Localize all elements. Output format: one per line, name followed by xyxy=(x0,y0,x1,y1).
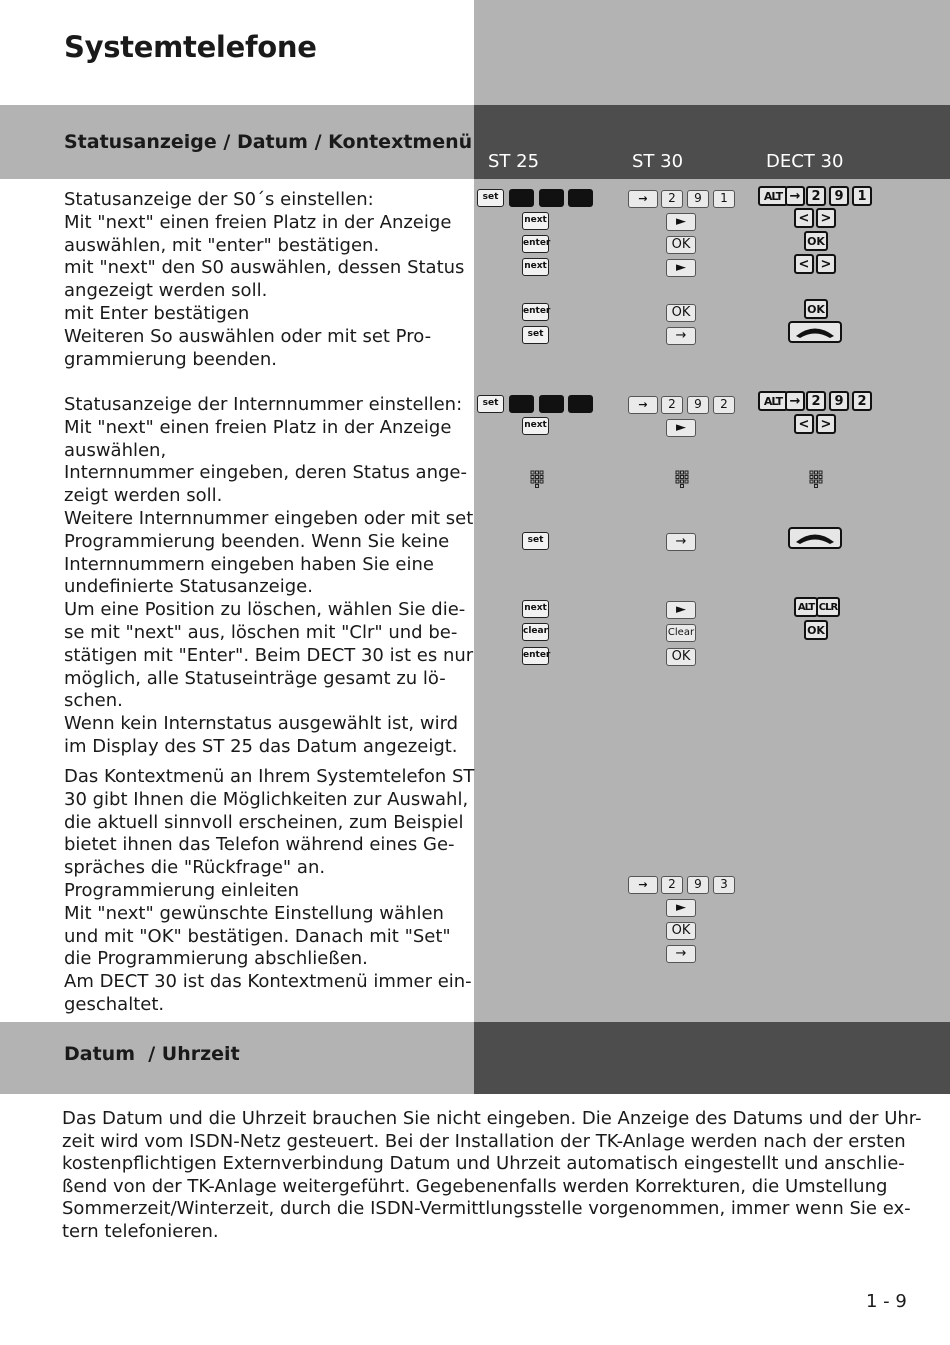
arrow-key: → xyxy=(785,186,805,206)
play-key: ► xyxy=(666,899,696,917)
text-line: Sommerzeit/Winterzeit, durch die ISDN-Vermittlungsstelle vorgenommen, immer wenn Sie ex- xyxy=(62,1198,911,1220)
text-line: Statusanzeige der S0´s einstellen: xyxy=(64,189,374,210)
column-st30: ST 30 xyxy=(632,151,684,172)
digit-key: 2 xyxy=(661,876,683,894)
handset-icon xyxy=(788,321,842,343)
set-key: set xyxy=(522,532,549,550)
text-line: Internnummer eingeben, deren Status ange- xyxy=(64,462,467,484)
text-line: Das Kontextmenü an Ihrem Systemtelefon ST xyxy=(64,766,475,787)
arrow-key: → xyxy=(666,533,696,551)
digit-key: 1 xyxy=(713,190,735,208)
text-line: Programmierung einleiten xyxy=(64,879,300,901)
text-line: Weiteren So auswählen oder mit set Pro- xyxy=(64,325,432,347)
left-key: < xyxy=(794,254,814,274)
enter-key: enter xyxy=(522,647,549,665)
arrow-key: → xyxy=(666,327,696,345)
page-number: 1 - 9 xyxy=(866,1291,907,1312)
digit-key: 2 xyxy=(806,391,826,411)
text-line: Programmierung beenden. Wenn Sie keine xyxy=(64,530,450,552)
text-line: auswählen, xyxy=(64,439,167,461)
text-line: Mit "next" einen freien Platz in der Anzeige xyxy=(64,416,452,438)
text-line: die aktuell sinnvoll erscheinen, zum Beispiel xyxy=(64,811,464,833)
text-line: zeit wird vom ISDN-Netz gesteuert. Bei der Installation der TK-Anlage werden nach der ersten xyxy=(62,1130,906,1152)
enter-key: enter xyxy=(522,303,549,321)
clear-key: clear xyxy=(522,623,549,641)
keypad-icon xyxy=(675,470,689,488)
digit-key: 9 xyxy=(687,876,709,894)
text-line: se mit "next" aus, löschen mit "Clr" und be- xyxy=(64,621,458,643)
section-heading: Datum / Uhrzeit xyxy=(64,1043,240,1065)
text-line: undefinierte Statusanzeige. xyxy=(64,576,313,598)
handset-icon xyxy=(788,527,842,549)
text-line: Am DECT 30 ist das Kontextmenü immer ein- xyxy=(64,971,472,993)
column-dect30: DECT 30 xyxy=(766,151,844,172)
text-line: mit "next" den S0 auswählen, dessen Status xyxy=(64,257,465,279)
text-line: ßend von der TK-Anlage weitergeführt. Gegebenenfalls werden Korrekturen, die Umstellung xyxy=(62,1175,888,1197)
arrow-key: → xyxy=(628,396,658,414)
text-line: geschaltet. xyxy=(64,993,165,1015)
digit-key: 1 xyxy=(852,186,872,206)
section-side-band xyxy=(474,1022,950,1094)
text-line: Um eine Position zu löschen, wählen Sie die- xyxy=(64,599,466,621)
digit-key: 3 xyxy=(713,876,735,894)
digit-key: 9 xyxy=(687,190,709,208)
play-key: ► xyxy=(666,419,696,437)
enter-key: enter xyxy=(522,235,549,253)
arrow-key: → xyxy=(628,876,658,894)
text-line: die Programmierung abschließen. xyxy=(64,948,368,970)
text-line: angezeigt werden soll. xyxy=(64,280,268,302)
ok-key: OK xyxy=(804,231,828,251)
right-key: > xyxy=(816,208,836,228)
play-key: ► xyxy=(666,259,696,277)
play-key: ► xyxy=(666,601,696,619)
text-line: Internnummern eingeben haben Sie eine xyxy=(64,553,434,575)
digit-key: 9 xyxy=(829,186,849,206)
black-key xyxy=(539,395,564,413)
alt-key: ALT xyxy=(758,186,788,206)
text-line: Statusanzeige der Internnummer einstellen: xyxy=(64,394,463,415)
keypad-icon xyxy=(809,470,823,488)
play-key: ► xyxy=(666,213,696,231)
text-line: mit Enter bestätigen xyxy=(64,302,250,324)
column-header-band xyxy=(474,105,950,179)
black-key xyxy=(509,189,534,207)
ok-key: OK xyxy=(666,304,696,322)
ok-key: OK xyxy=(666,922,696,940)
digit-key: 2 xyxy=(713,396,735,414)
clear-key: Clear xyxy=(666,624,696,642)
set-key: set xyxy=(522,326,549,344)
text-line: schen. xyxy=(64,690,123,712)
alt-key: ALT xyxy=(794,597,818,617)
column-st25: ST 25 xyxy=(488,151,540,172)
text-line: kostenpflichtigen Externverbindung Datum und Uhrzeit automatisch eingestellt und anschlie- xyxy=(62,1153,905,1175)
ok-key: OK xyxy=(804,620,828,640)
digit-key: 9 xyxy=(829,391,849,411)
ok-key: OK xyxy=(666,648,696,666)
date-time-paragraph xyxy=(62,1108,922,1244)
ok-key: OK xyxy=(804,299,828,319)
page-title: Systemtelefone xyxy=(64,30,317,64)
left-key: < xyxy=(794,208,814,228)
next-key: next xyxy=(522,600,549,618)
text-line: bietet ihnen das Telefon während eines Ge- xyxy=(64,834,455,856)
arrow-key: → xyxy=(628,190,658,208)
right-key: > xyxy=(816,414,836,434)
arrow-key: → xyxy=(666,945,696,963)
text-line: im Display des ST 25 das Datum angezeigt. xyxy=(64,735,458,757)
set-key: set xyxy=(477,189,504,207)
text-line: grammierung beenden. xyxy=(64,348,277,370)
right-key: > xyxy=(816,254,836,274)
text-line: und mit "OK" bestätigen. Danach mit "Set" xyxy=(64,925,451,947)
text-line: zeigt werden soll. xyxy=(64,485,223,507)
set-key: set xyxy=(477,395,504,413)
digit-key: 2 xyxy=(852,391,872,411)
text-line: stätigen mit "Enter". Beim DECT 30 ist es nur xyxy=(64,644,474,666)
black-key xyxy=(539,189,564,207)
text-line: 30 gibt Ihnen die Möglichkeiten zur Auswahl, xyxy=(64,788,469,810)
instruction-block-context xyxy=(64,766,474,1017)
black-key xyxy=(568,189,593,207)
digit-key: 2 xyxy=(661,396,683,414)
black-key xyxy=(568,395,593,413)
next-key: next xyxy=(522,417,549,435)
alt-key: ALT xyxy=(758,391,788,411)
text-line: Mit "next" einen freien Platz in der Anzeige xyxy=(64,211,452,233)
instruction-block-s0 xyxy=(64,189,464,371)
digit-key: 2 xyxy=(806,186,826,206)
text-line: Weitere Internnummer eingeben oder mit set xyxy=(64,507,474,529)
text-line: Mit "next" gewünschte Einstellung wählen xyxy=(64,902,444,924)
digit-key: 2 xyxy=(661,190,683,208)
clr-key: CLR xyxy=(816,597,840,617)
text-line: tern telefonieren. xyxy=(62,1220,219,1242)
instruction-block-intern xyxy=(64,394,473,759)
section-heading: Statusanzeige / Datum / Kontextmenü xyxy=(64,131,473,153)
ok-key: OK xyxy=(666,236,696,254)
left-key: < xyxy=(794,414,814,434)
arrow-key: → xyxy=(785,391,805,411)
digit-key: 9 xyxy=(687,396,709,414)
next-key: next xyxy=(522,258,549,276)
text-line: Das Datum und die Uhrzeit brauchen Sie nicht eingeben. Die Anzeige des Datums und der Uhr- xyxy=(62,1108,922,1129)
text-line: möglich, alle Statuseinträge gesamt zu lö- xyxy=(64,667,446,689)
next-key: next xyxy=(522,212,549,230)
black-key xyxy=(509,395,534,413)
title-side-panel xyxy=(474,0,950,105)
keypad-icon xyxy=(530,470,544,488)
text-line: auswählen, mit "enter" bestätigen. xyxy=(64,234,380,256)
text-line: Wenn kein Internstatus ausgewählt ist, wird xyxy=(64,713,459,735)
text-line: spräches die "Rückfrage" an. xyxy=(64,857,326,879)
